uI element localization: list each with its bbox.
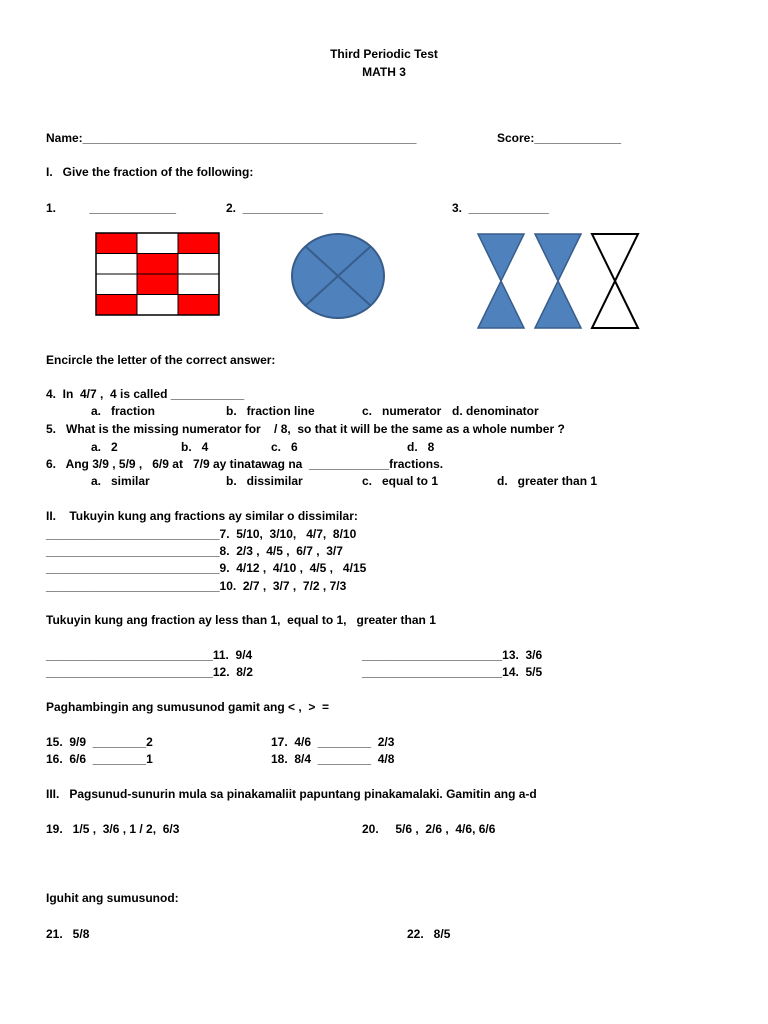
answer-blank-3[interactable]: 3. ____________ [452, 201, 549, 215]
question-7[interactable]: __________________________7. 5/10, 3/10, 4/7, 8/10 [46, 527, 357, 541]
q4-option-a[interactable]: a. fraction [91, 404, 156, 418]
question-4: 4. In 4/7 , 4 is called ___________ [46, 387, 245, 401]
subject-title: MATH 3 [362, 65, 406, 79]
part2-heading: II. Tukuyin kung ang fractions ay similar o dissimilar: [46, 509, 358, 523]
question-12[interactable]: _________________________12. 8/2 [46, 665, 253, 679]
grid-cell [137, 254, 178, 275]
shaded-grid-figure [95, 232, 220, 316]
question-5: 5. What is the missing numerator for / 8, so that it will be the same as a whole number ? [46, 422, 565, 436]
question-21[interactable]: 21. 5/8 [46, 927, 90, 941]
score-field[interactable]: Score:_____________ [497, 131, 622, 145]
q5-option-b[interactable]: b. 4 [181, 440, 209, 454]
hourglass-shape [478, 234, 524, 328]
question-14[interactable]: _____________________14. 5/5 [362, 665, 543, 679]
q4-option-c[interactable]: c. numerator [362, 404, 442, 418]
grid-cell [137, 295, 178, 316]
grid-cell [178, 274, 219, 295]
question-16[interactable]: 16. 6/6 ________1 [46, 752, 153, 766]
compare-heading: Paghambingin ang sumusunod gamit ang < , > = [46, 700, 330, 714]
grid-cell [178, 233, 219, 254]
hourglass-shape [535, 234, 581, 328]
grid-cell [137, 274, 178, 295]
grid-cell [96, 233, 137, 254]
q5-option-c[interactable]: c. 6 [271, 440, 298, 454]
q6-option-a[interactable]: a. similar [91, 474, 150, 488]
question-8[interactable]: __________________________8. 2/3 , 4/5 , 6/7 , 3/7 [46, 544, 343, 558]
q5-option-a[interactable]: a. 2 [91, 440, 118, 454]
mc-heading: Encircle the letter of the correct answer: [46, 353, 276, 367]
answer-blank-1[interactable]: 1. _____________ [46, 201, 177, 215]
question-17[interactable]: 17. 4/6 ________ 2/3 [271, 735, 395, 749]
q4-option-b[interactable]: b. fraction line [226, 404, 315, 418]
name-field[interactable]: Name:__________________________________________________ [46, 131, 417, 145]
part3-heading: III. Pagsunud-sunurin mula sa pinakamaliit papuntang pinakamalaki. Gamitin ang a-d [46, 787, 537, 801]
question-19[interactable]: 19. 1/5 , 3/6 , 1 / 2, 6/3 [46, 822, 180, 836]
grid-cell [96, 295, 137, 316]
part1-heading: I. Give the fraction of the following: [46, 165, 254, 179]
part2b-heading: Tukuyin kung ang fraction ay less than 1, equal to 1, greater than 1 [46, 613, 436, 627]
grid-cell [178, 254, 219, 275]
test-title: Third Periodic Test [330, 47, 438, 61]
grid-cell [96, 254, 137, 275]
q5-option-d[interactable]: d. 8 [407, 440, 435, 454]
question-18[interactable]: 18. 8/4 ________ 4/8 [271, 752, 395, 766]
grid-cell [96, 274, 137, 295]
q4-option-d[interactable]: d. denominator [452, 404, 539, 418]
q6-option-b[interactable]: b. dissimilar [226, 474, 303, 488]
answer-blank-2[interactable]: 2. ____________ [226, 201, 323, 215]
question-15[interactable]: 15. 9/9 ________2 [46, 735, 153, 749]
hourglass-shape [592, 234, 638, 328]
question-10[interactable]: __________________________10. 2/7 , 3/7 , 7/2 , 7/3 [46, 579, 347, 593]
q6-option-c[interactable]: c. equal to 1 [362, 474, 439, 488]
question-6: 6. Ang 3/9 , 5/9 , 6/9 at 7/9 ay tinatawag na ____________fractions. [46, 457, 444, 471]
grid-cell [178, 295, 219, 316]
question-20[interactable]: 20. 5/6 , 2/6 , 4/6, 6/6 [362, 822, 496, 836]
quartered-circle-figure [290, 232, 388, 322]
hourglass-figures [476, 232, 656, 330]
grid-cell [137, 233, 178, 254]
question-22[interactable]: 22. 8/5 [407, 927, 451, 941]
q6-option-d[interactable]: d. greater than 1 [497, 474, 598, 488]
question-11[interactable]: _________________________11. 9/4 [46, 648, 253, 662]
question-9[interactable]: __________________________9. 4/12 , 4/10 , 4/5 , 4/15 [46, 561, 367, 575]
draw-heading: Iguhit ang sumusunod: [46, 891, 179, 905]
question-13[interactable]: _____________________13. 3/6 [362, 648, 543, 662]
